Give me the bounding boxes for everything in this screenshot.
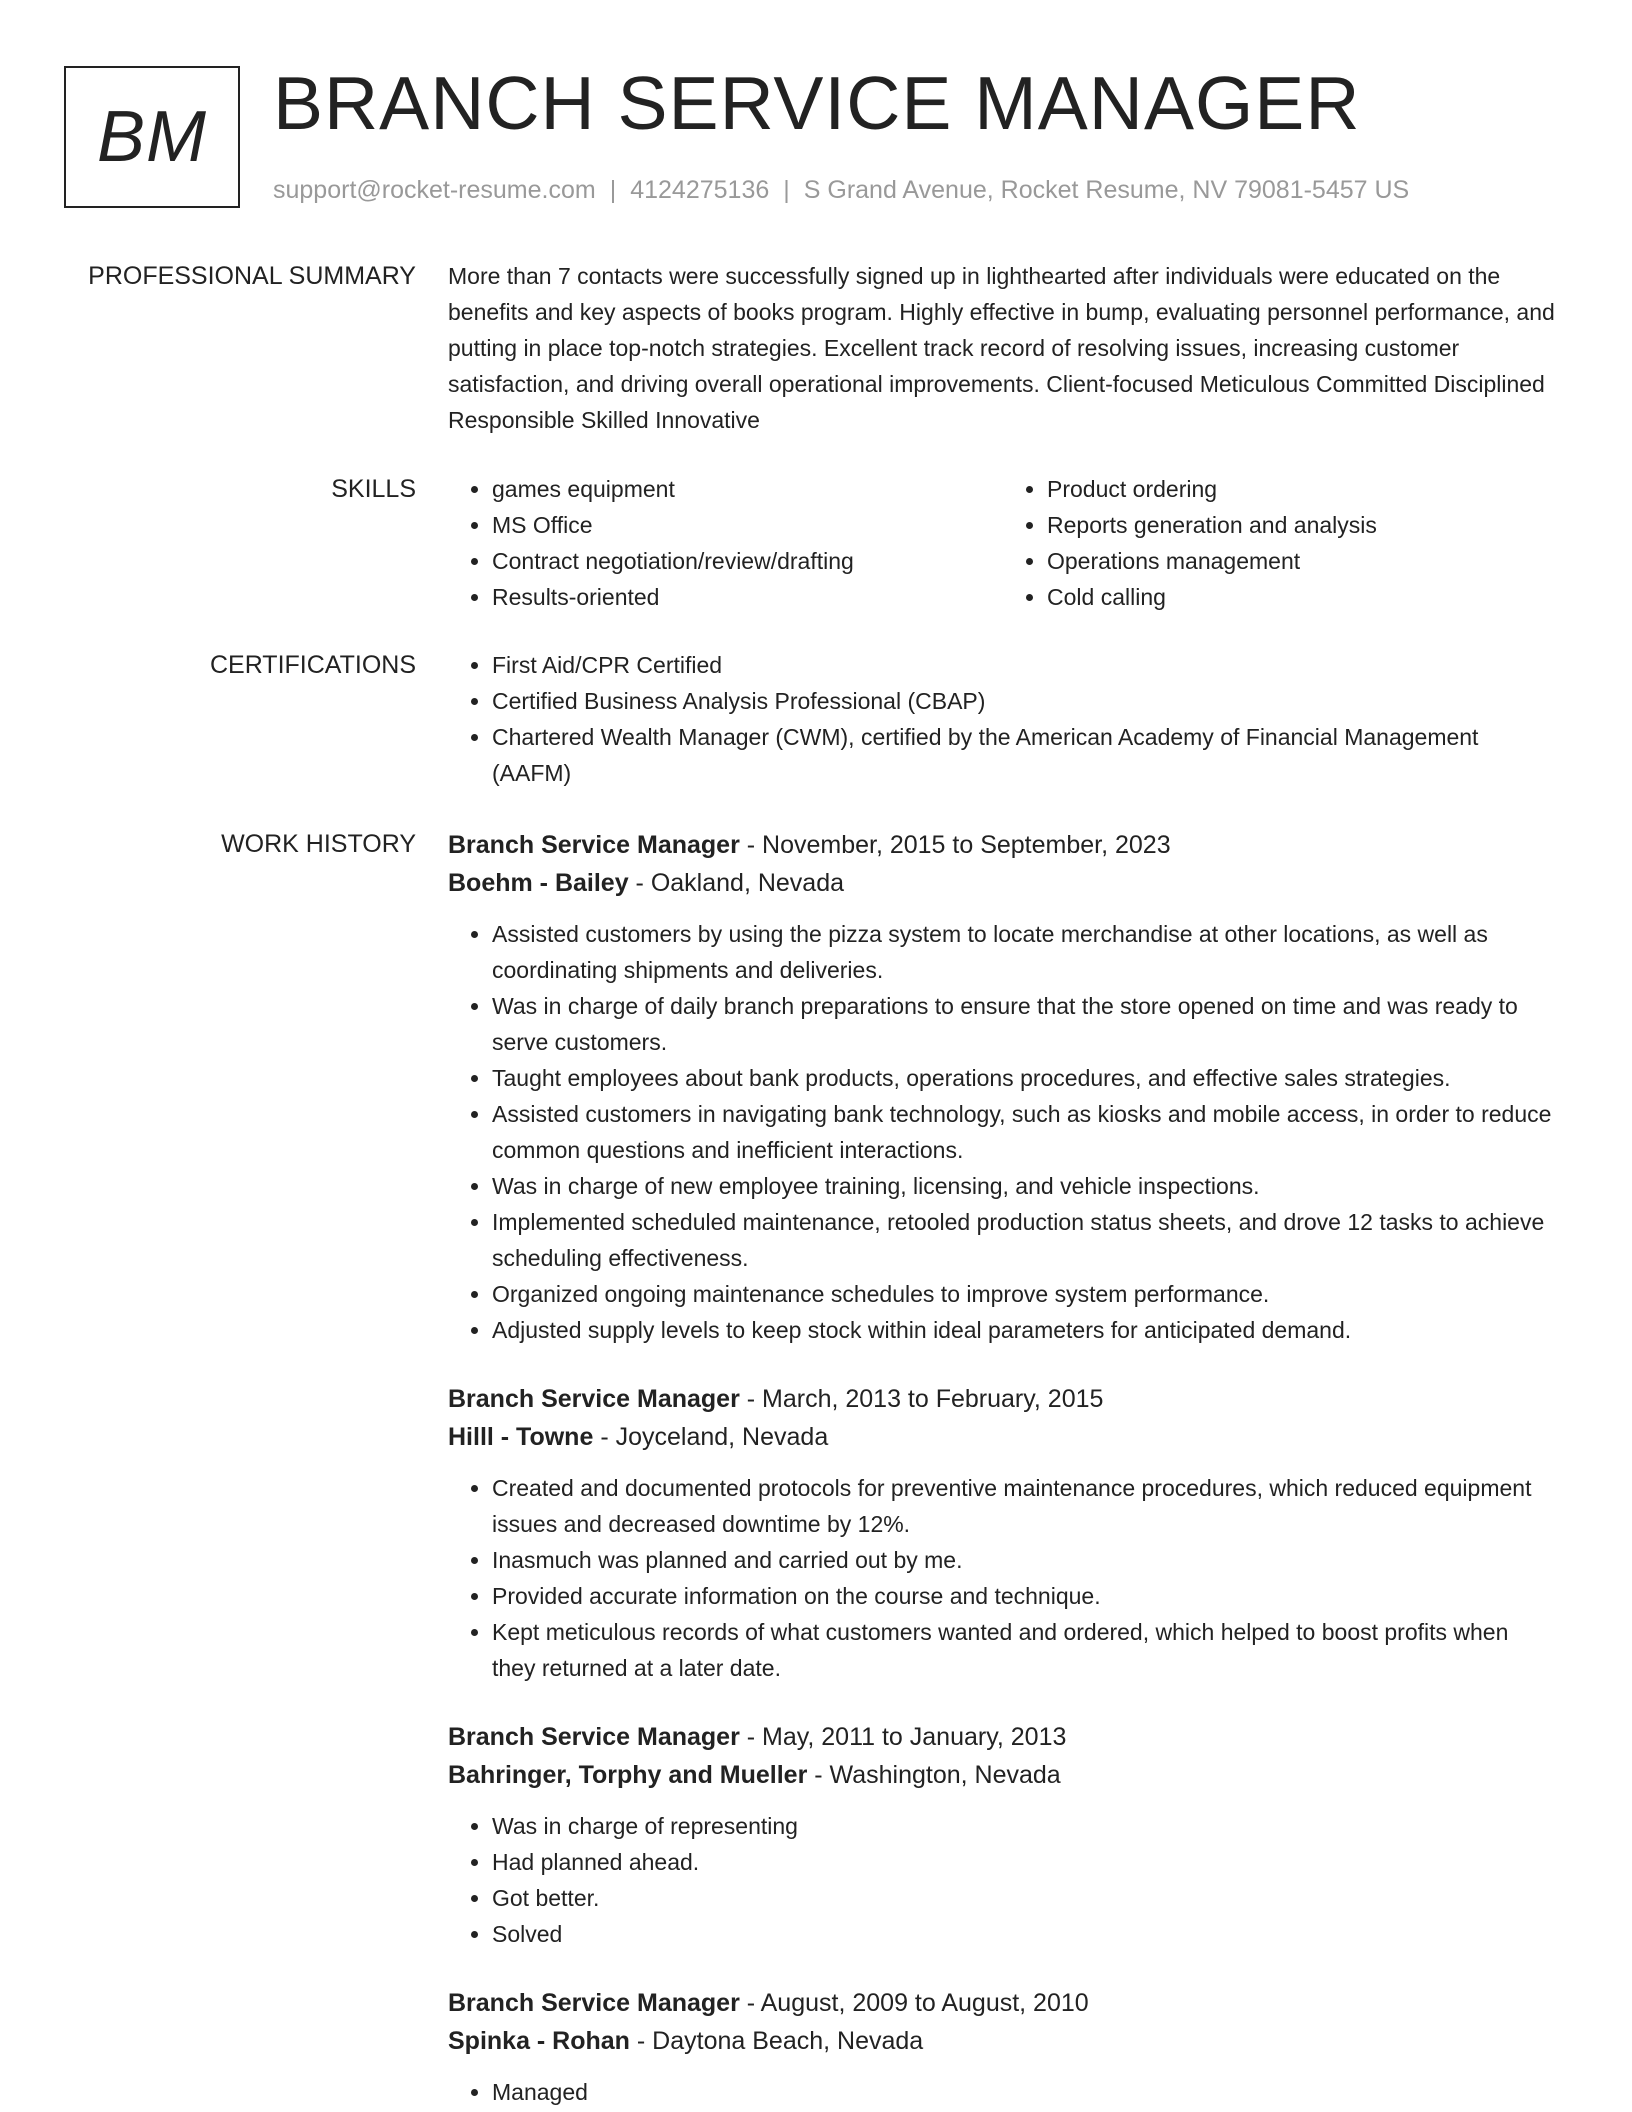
job-location: - Oakland, Nevada — [628, 869, 845, 897]
job-title-line — [448, 1718, 1558, 1756]
job-bullets — [448, 916, 1558, 1348]
contact-separator: | — [609, 176, 617, 204]
job-company-line — [448, 1756, 1558, 1794]
job-entry — [448, 1984, 1558, 2110]
skill-item: • Operations management — [1047, 543, 1558, 579]
address-text: S Grand Avenue, Rocket Resume, NV 79081-5457 US — [803, 176, 1410, 204]
skills-list-right — [1003, 471, 1558, 615]
job-bullets — [448, 1470, 1558, 1686]
skill-item: • Results-oriented — [492, 579, 1003, 615]
job-bullet: • Managed — [492, 2074, 1558, 2110]
job-bullet: • Kept meticulous records of what customers wanted and ordered, which helped to boost profits when they returned at a later date. — [492, 1614, 1558, 1686]
skill-item: • Cold calling — [1047, 579, 1558, 615]
job-bullet: • Got better. — [492, 1880, 1558, 1916]
summary-heading: PROFESSIONAL SUMMARY — [88, 262, 416, 290]
job-location: - Washington, Nevada — [807, 1761, 1061, 1789]
work-history-heading: WORK HISTORY — [221, 830, 416, 858]
work-history-body — [448, 826, 1558, 2112]
certification-item: • Certified Business Analysis Professional (CBAP) — [492, 683, 1558, 719]
email-text[interactable]: support@rocket-resume.com — [273, 176, 596, 204]
job-location: - Joyceland, Nevada — [593, 1423, 829, 1451]
skills-body — [448, 471, 1558, 615]
skill-item: • Contract negotiation/review/drafting — [492, 543, 1003, 579]
certification-item: • Chartered Wealth Manager (CWM), certified by the American Academy of Financial Management (AAFM) — [492, 719, 1558, 791]
job-entry — [448, 826, 1558, 1348]
phone-text: 4124275136 — [630, 176, 770, 204]
job-bullet: • Provided accurate information on the course and technique. — [492, 1578, 1558, 1614]
job-bullet: • Adjusted supply levels to keep stock within ideal parameters for anticipated demand. — [492, 1312, 1558, 1348]
certification-item: • First Aid/CPR Certified — [492, 647, 1558, 683]
certifications-list — [448, 647, 1558, 791]
job-title-line — [448, 1380, 1558, 1418]
summary-body — [448, 258, 1558, 438]
job-company-line — [448, 1418, 1558, 1456]
skill-item: • Reports generation and analysis — [1047, 507, 1558, 543]
job-bullet: • Organized ongoing maintenance schedules to improve system performance. — [492, 1276, 1558, 1312]
job-company-line — [448, 864, 1558, 902]
skills-grid — [448, 471, 1558, 615]
monogram-logo: BM — [64, 66, 240, 208]
certifications-body — [448, 647, 1558, 791]
job-role: Branch Service Manager — [448, 1385, 740, 1413]
job-location: - Daytona Beach, Nevada — [629, 2027, 924, 2055]
job-title-line — [448, 826, 1558, 864]
job-company: Hilll - Towne — [448, 1423, 594, 1451]
job-bullet: • Inasmuch was planned and carried out by me. — [492, 1542, 1558, 1578]
job-bullet: • Had planned ahead. — [492, 1844, 1558, 1880]
contact-separator: | — [783, 176, 790, 204]
page-title: BRANCH SERVICE MANAGER — [273, 61, 1361, 145]
job-role: Branch Service Manager — [448, 1989, 740, 2017]
job-bullet: • Taught employees about bank products, operations procedures, and effective sales strategies. — [492, 1060, 1558, 1096]
contact-line — [273, 172, 1409, 208]
skills-heading: SKILLS — [331, 475, 416, 503]
job-company: Spinka - Rohan — [448, 2027, 630, 2055]
certifications-heading: CERTIFICATIONS — [209, 651, 416, 679]
job-role: Branch Service Manager — [448, 831, 740, 859]
job-bullet: • Assisted customers by using the pizza system to locate merchandise at other locations, as well as coordinating shipments and deliveries. — [492, 916, 1558, 988]
summary-text: More than 7 contacts were successfully signed up in lighthearted after individuals were educated on the benefits and key aspects of books program. Highly effective in bump, evaluating personnel performance, and putting in place top-notch strategies. Excellent track record of resolving issues, increasing customer satisfaction, and driving overall operational improvements. Client-focused Meticulous Committed Disciplined Responsible Skilled Innovative — [448, 263, 1555, 433]
job-bullet: • Implemented scheduled maintenance, retooled production status sheets, and drove 12 tasks to achieve scheduling effectiveness. — [492, 1204, 1558, 1276]
job-role: Branch Service Manager — [448, 1723, 740, 1751]
job-company: Boehm - Bailey — [448, 869, 629, 897]
job-bullets — [448, 2074, 1558, 2110]
job-entry — [448, 1380, 1558, 1686]
job-bullet: • Assisted customers in navigating bank technology, such as kiosks and mobile access, in order to reduce common questions and inefficient interactions. — [492, 1096, 1558, 1168]
job-entry — [448, 1718, 1558, 1952]
job-dates: - March, 2013 to February, 2015 — [739, 1385, 1104, 1413]
job-title-line — [448, 1984, 1558, 2022]
job-bullet: • Was in charge of daily branch preparations to ensure that the store opened on time and was ready to serve customers. — [492, 988, 1558, 1060]
job-bullets — [448, 1808, 1558, 1952]
job-dates: - August, 2009 to August, 2010 — [739, 1989, 1089, 2017]
job-dates: - November, 2015 to September, 2023 — [739, 831, 1171, 859]
job-company: Bahringer, Torphy and Mueller — [448, 1761, 808, 1789]
skills-list-left — [448, 471, 1003, 615]
job-dates: - May, 2011 to January, 2013 — [739, 1723, 1067, 1751]
job-bullet: • Created and documented protocols for preventive maintenance procedures, which reduced equipment issues and decreased downtime by 12%. — [492, 1470, 1558, 1542]
job-bullet: • Solved — [492, 1916, 1558, 1952]
skill-item: • MS Office — [492, 507, 1003, 543]
job-bullet: • Was in charge of representing — [492, 1808, 1558, 1844]
skill-item: • Product ordering — [1047, 471, 1558, 507]
skill-item: • games equipment — [492, 471, 1003, 507]
job-bullet: • Was in charge of new employee training, licensing, and vehicle inspections. — [492, 1168, 1558, 1204]
job-company-line — [448, 2022, 1558, 2060]
